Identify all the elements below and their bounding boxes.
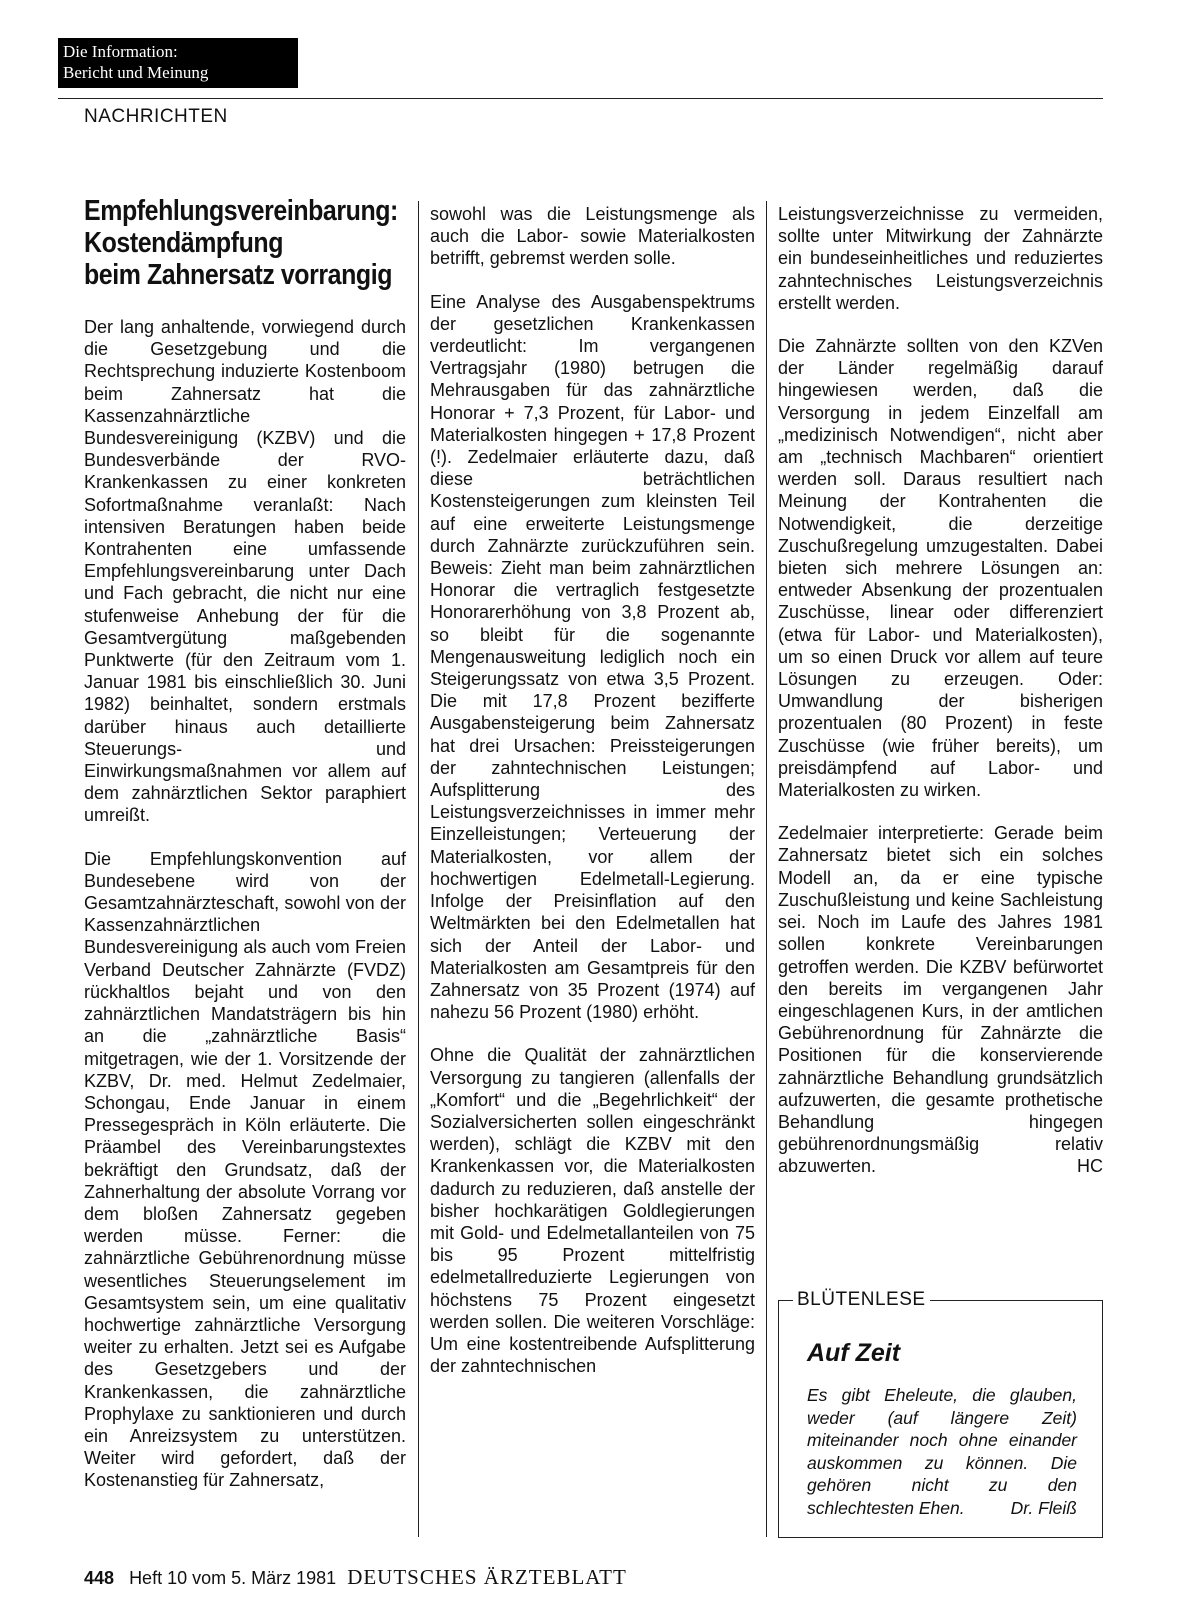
bluetenlese-author: Dr. Fleiß xyxy=(1010,1497,1077,1518)
bluetenlese-text xyxy=(807,1384,1077,1519)
paragraph: Leistungsverzeichnisse zu vermeiden, sollte unter Mitwirkung der Zahnärzte ein bundeseinheitliches und reduziertes zahntechnisches Leistungsverzeichnis erstellt werden. xyxy=(778,204,1103,313)
article-headline xyxy=(84,195,398,291)
rubric-box xyxy=(58,38,298,88)
paragraph: Ohne die Qualität der zahnärztlichen Versorgung zu tangieren (allenfalls der „Komfort“ und die „Begehrlichkeit“ der Sozialversicherten sollen eingeschränkt werden), schlägt die KZBV mit den Krankenkassen vor, die Materialkosten dadurch zu reduzieren, daß anstelle der bisher hochkarätigen Goldlegierungen mit Gold- und Edelmetallanteilen von 75 bis 95 Prozent mittelfristig edelmetallreduzierte Legierungen von höchstens 75 Prozent eingesetzt werden sollen. Die weiteren Vorschläge: Um eine kostentreibende Aufsplitterung der zahntechnischen xyxy=(430,1045,755,1377)
paragraph: Die Zahnärzte sollten von den KZVen der Länder regelmäßig darauf hingewiesen werden, daß die Versorgung in jedem Einzelfall am „medizinisch Notwendigen“, nicht aber am „technisch Machbaren“ orientiert werden soll. Daraus resultiert nach Meinung der Kontrahenten die Notwendigkeit, die derzeitige Zuschußregelung umzugestalten. Dabei bieten sich mehrere Lösungen an: entweder Absenkung der prozentualen Zuschüsse, linear oder differenziert (etwa für Labor- und Materialkosten), um so einen Druck vor allem auf teure Lösungen zu erzeugen. Oder: Umwandlung der bisherigen prozentualen (80 Prozent) in feste Zuschüsse (wie früher bereits), um preisdämpfend auf Labor- und Materialkosten zu wirken. xyxy=(778,336,1103,801)
bluetenlese-body: Es gibt Eheleute, die glauben, weder (auf längere Zeit) miteinander noch ohne einander auskommen zu können. Die gehören nicht zu den schlechtesten Ehen. xyxy=(807,1385,1077,1518)
bluetenlese-label: BLÜTENLESE xyxy=(793,1289,930,1311)
issue-info: Heft 10 vom 5. März 1981 xyxy=(129,1568,337,1588)
bluetenlese-box xyxy=(778,1289,1103,1538)
paragraph: Die Empfehlungskonvention auf Bundesebene wird von der Gesamtzahnärzteschaft, sowohl von der Kassenzahnärztlichen Bundesvereinigung als auch vom Freien Verband Deutscher Zahnärzte (FVDZ) rückhaltlos bejaht und von den zahnärztlichen Mandatsträgern bis hin an die „zahnärztliche Basis“ mitgetragen, wie der 1. Vorsitzende der KZBV, Dr. med. Helmut Zedelmaier, Schongau, Ende Januar in einem Pressegespräch in Köln erläuterte. Die Präambel des Vereinbarungstextes bekräftigt den Grundsatz, daß der Zahnerhaltung der absolute Vorrang vor dem bloßen Zahnersatz gegeben werden müsse. Ferner: die zahnärztliche Gebührenordnung müsse wesentliches Steuerungselement im Gesamtsystem sein, um eine qualitativ hochwertige zahnärztliche Versorgung weiter zu erhalten. Jetzt sei es Aufgabe des Gesetzgebers und der Krankenkassen, die zahnärztliche Prophylaxe zu sanktionieren und durch ein Anreizsystem zu unterstützen. Weiter wird gefordert, daß der Kostenanstieg für Zahnersatz, xyxy=(84,848,406,1491)
headline-line-2: Kostendämpfung xyxy=(84,227,284,259)
column-rule xyxy=(766,201,767,1537)
paragraph-text: Zedelmaier interpretierte: Gerade beim Zahnersatz bietet sich ein solches Modell an, da er eine typische Zuschußleistung und keine Sachleistung sei. Noch im Laufe des Jahres 1981 sollen konkrete Vereinbarungen getroffen werden. Die KZBV befürwortet den bereits im vergangenen Jahr eingeschlagenen Kurs, in der amtlichen Gebührenordnung für Zahnärzte die Positionen für die konservierende zahnärztliche Behandlung grundsätzlich aufzuwerten, die gesamte prothetische Behandlung hingegen gebührenordnungsmäßig relativ abzuwerten. xyxy=(778,823,1103,1177)
rubric-line-1: Die Information: xyxy=(63,42,178,61)
article-column-3 xyxy=(778,203,1103,1178)
section-label: NACHRICHTEN xyxy=(84,106,228,127)
headline-line-1: Empfehlungsvereinbarung: xyxy=(84,195,398,227)
paragraph: sowohl was die Leistungsmenge als auch die Labor- sowie Materialkosten betrifft, gebremst werden solle. xyxy=(430,204,755,269)
column-rule xyxy=(418,201,419,1537)
paragraph: Der lang anhaltende, vorwiegend durch die Gesetzgebung und die Rechtsprechung induzierte Kostenboom beim Zahnersatz hat die Kassenzahnärztliche Bundesvereinigung (KZBV) und die Bundesverbände der RVO-Krankenkassen zu einer konkreten Sofortmaßnahme veranlaßt: Nach intensiven Beratungen haben beide Kontrahenten eine umfassende Empfehlungsvereinbarung unter Dach und Fach gebracht, die nicht nur eine stufenweise Anhebung der für die Gesamtvergütung maßgebenden Punktwerte (für den Zeitraum vom 1. Januar 1981 bis einschließlich 30. Juni 1982) beinhaltet, sondern erstmals darüber hinaus auch detaillierte Steuerungs- und Einwirkungsmaßnahmen vor allem auf dem zahnärztlichen Sektor paraphiert umreißt. xyxy=(84,317,406,826)
rubric-line-2: Bericht und Meinung xyxy=(63,63,209,82)
page-number: 448 xyxy=(84,1568,115,1588)
top-rule xyxy=(58,98,1103,99)
paragraph: Eine Analyse des Ausgabenspektrums der gesetzlichen Krankenkassen verdeutlicht: Im vergangenen Vertragsjahr (1980) betrugen die Mehrausgaben für das zahnärztliche Honorar + 7,3 Prozent, für Labor- und Materialkosten hingegen + 17,8 Prozent (!). Zedelmaier erläuterte dazu, daß diese beträchtlichen Kostensteigerungen zum kleinsten Teil auf eine erweiterte Leistungsmenge durch Zahnärzte zurückzuführen sein. Beweis: Zieht man beim zahnärztlichen Honorar die vertraglich festgesetzte Honorarerhöhung von 3,8 Prozent ab, so bleibt für die sogenannte Mengenausweitung lediglich noch ein Steigerungssatz von etwa 3,5 Prozent. Die mit 17,8 Prozent bezifferte Ausgabensteigerung beim Zahnersatz hat drei Ursachen: Preissteigerungen der zahntechnischen Leistungen; Aufsplitterung des Leistungsverzeichnisses in immer mehr Einzelleistungen; Verteuerung der Materialkosten, vor allem der hochwertigen Edelmetall-Legierung. Infolge der Preisinflation auf den Weltmärkten bei den Edelmetallen hat sich der Anteil der Labor- und Materialkosten am Gesamtpreis für den Zahnersatz von 35 Prozent (1974) auf nahezu 56 Prozent (1980) erhöht. xyxy=(430,291,755,1023)
headline-line-3: beim Zahnersatz vorrangig xyxy=(84,259,393,291)
article-column-2 xyxy=(430,203,755,1377)
page-footer xyxy=(84,1565,627,1590)
article-column-1 xyxy=(84,316,406,1492)
author-initials: HC xyxy=(1077,1156,1103,1177)
publication-name: DEUTSCHES ÄRZTEBLATT xyxy=(347,1565,627,1589)
bluetenlese-title: Auf Zeit xyxy=(807,1339,901,1367)
paragraph-last xyxy=(778,822,1103,1177)
